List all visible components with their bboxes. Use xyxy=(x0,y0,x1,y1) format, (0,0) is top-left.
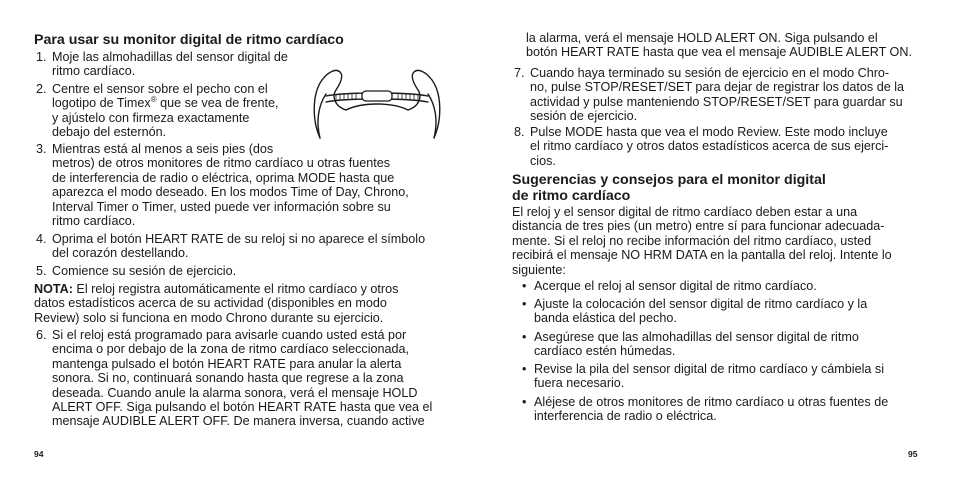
step-text-line: aparezca el modo deseado. En los modos Time of Day, Chrono, xyxy=(52,185,409,200)
step-text-line: encima o por debajo de la zona de ritmo cardíaco seleccionada, xyxy=(52,342,410,357)
tip-bullet-3 xyxy=(516,330,934,359)
step-number: 3. xyxy=(36,142,47,156)
step-text-line: metros) de otros monitores de ritmo cardíaco u otras fuentes xyxy=(52,156,391,171)
step-8 xyxy=(512,125,936,168)
step-text-line: actividad y pulse manteniendo STOP/RESET/SET para guardar su xyxy=(530,94,903,109)
step-text-line xyxy=(52,96,332,110)
tips-heading-line: Sugerencias y consejos para el monitor digital xyxy=(512,172,826,188)
note-line: Review) solo si funciona en modo Chrono durante su ejercicio. xyxy=(34,310,384,325)
text-line: interferencia de radio o eléctrica. xyxy=(534,409,717,424)
step-number: 7. xyxy=(514,66,525,80)
tip-bullet-5 xyxy=(516,395,936,424)
text-line: siguiente: xyxy=(512,262,566,277)
text-line: cardíaco estén húmedas. xyxy=(534,344,676,359)
chest-sensor-illustration xyxy=(306,50,446,145)
step-text-line: debajo del esternón. xyxy=(52,125,167,140)
logo-text-cont: que se vea de frente, xyxy=(156,96,279,111)
step-text-line: Cuando haya terminado su sesión de ejercicio en el modo Chro- xyxy=(530,66,890,80)
step-text-line: Interval Timer o Timer, usted puede ver información sobre su xyxy=(52,199,391,214)
text-line: mente. Si el reloj no recibe información del ritmo cardíaco, usted xyxy=(512,233,872,248)
step-text-line: Centre el sensor sobre el pecho con el xyxy=(52,82,268,96)
note-line: datos estadísticos acerca de su actividad (disponibles en modo xyxy=(34,296,387,311)
text-line: Aléjese de otros monitores de ritmo cardíaco u otras fuentes de xyxy=(534,395,889,409)
tips-heading-line: de ritmo cardíaco xyxy=(512,188,631,204)
tip-bullet-1 xyxy=(516,279,934,293)
step-text-line: cios. xyxy=(530,153,556,168)
step-text-line: del corazón destellando. xyxy=(52,246,189,261)
text-line: El reloj y el sensor digital de ritmo cardíaco deben estar a una xyxy=(512,205,858,219)
note-text: El reloj registra automáticamente el ritmo cardíaco y otros xyxy=(72,282,399,296)
step-6 xyxy=(34,328,462,429)
step-3 xyxy=(34,142,452,228)
step-text-line: el ritmo cardíaco y otros datos estadísticos acerca de sus ejerci- xyxy=(530,139,889,154)
step-text-line: y ajústelo con firmeza exactamente xyxy=(52,110,250,125)
step-text-line: deseada. Cuando anule la alarma sonora, verá el mensaje HOLD xyxy=(52,385,418,400)
section-heading: Para usar su monitor digital de ritmo cardíaco xyxy=(34,32,344,48)
step-text-line: Oprima el botón HEART RATE de su reloj si no aparece el símbolo xyxy=(52,232,426,246)
step-5 xyxy=(34,264,452,278)
step-text-line: Comience su sesión de ejercicio. xyxy=(52,264,237,278)
right-page xyxy=(512,0,918,477)
step-1 xyxy=(34,50,332,79)
step-text-line: ALERT OFF. Siga pulsando el botón HEART RATE hasta que vea el xyxy=(52,400,433,415)
step-4 xyxy=(34,232,462,261)
step-text-line: mensaje AUDIBLE ALERT OFF. De manera inversa, cuando active xyxy=(52,414,425,429)
step-2 xyxy=(34,82,332,140)
note-paragraph xyxy=(34,282,442,325)
continued-paragraph xyxy=(526,31,926,60)
note-line xyxy=(34,282,442,296)
step-text-line: mantenga pulsado el botón HEART RATE para anular la alerta xyxy=(52,356,402,371)
logo-text: logotipo de Timex xyxy=(52,96,151,111)
step-text-line: Mientras está al menos a seis pies (dos xyxy=(52,142,274,156)
text-line: la alarma, verá el mensaje HOLD ALERT ON. Siga pulsando el xyxy=(526,31,878,45)
step-7 xyxy=(512,66,936,124)
text-line: Asegúrese que las almohadillas del sensor digital de ritmo xyxy=(534,330,859,344)
step-number: 2. xyxy=(36,82,47,96)
text-line: Ajuste la colocación del sensor digital de ritmo cardíaco y la xyxy=(534,297,868,311)
step-text-line: sonora. Si no, continuará sonando hasta que regrese a la zona xyxy=(52,371,404,386)
step-text-line: Moje las almohadillas del sensor digital de xyxy=(52,50,288,64)
tip-bullet-2 xyxy=(516,297,934,326)
step-text-line: ritmo cardíaco. xyxy=(52,64,136,79)
text-line: Acerque el reloj al sensor digital de ritmo cardíaco. xyxy=(534,279,817,293)
bullet-glyph: • xyxy=(522,330,527,344)
note-label: NOTA: xyxy=(34,282,73,296)
text-line: botón HEART RATE hasta que vea el mensaje AUDIBLE ALERT ON. xyxy=(526,45,912,60)
step-text-line: sesión de ejercicio. xyxy=(530,109,638,124)
text-line: fuera necesario. xyxy=(534,376,625,391)
page-number: 95 xyxy=(908,449,918,459)
step-text-line: no, pulse STOP/RESET/SET para dejar de registrar los datos de la xyxy=(530,80,905,95)
step-text-line: ritmo cardíaco. xyxy=(52,214,136,229)
bullet-glyph: • xyxy=(522,362,527,376)
step-text-line: Si el reloj está programado para avisarle cuando usted está por xyxy=(52,328,407,342)
registered-mark: ® xyxy=(150,95,157,105)
bullet-glyph: • xyxy=(522,279,527,293)
step-number: 6. xyxy=(36,328,47,342)
step-text-line: de interferencia de radio o eléctrica, oprima MODE hasta que xyxy=(52,170,395,185)
text-line: banda elástica del pecho. xyxy=(534,311,677,326)
step-number: 4. xyxy=(36,232,47,246)
step-text-line: Pulse MODE hasta que vea el modo Review. Este modo incluye xyxy=(530,125,888,139)
step-number: 5. xyxy=(36,264,47,278)
step-number: 1. xyxy=(36,50,47,64)
text-line: Revise la pila del sensor digital de ritmo cardíaco y cámbiela si xyxy=(534,362,884,376)
tips-heading xyxy=(512,172,918,204)
bullet-glyph: • xyxy=(522,395,527,409)
tips-intro xyxy=(512,205,918,277)
text-line: recibirá el mensaje NO HRM DATA en la pantalla del reloj. Intente lo xyxy=(512,248,892,263)
text-line: distancia de tres pies (un metro) entre sí para funcionar adecuada- xyxy=(512,219,885,234)
tip-bullet-4 xyxy=(516,362,934,391)
step-number: 8. xyxy=(514,125,525,139)
page-number: 94 xyxy=(34,449,44,459)
bullet-glyph: • xyxy=(522,297,527,311)
